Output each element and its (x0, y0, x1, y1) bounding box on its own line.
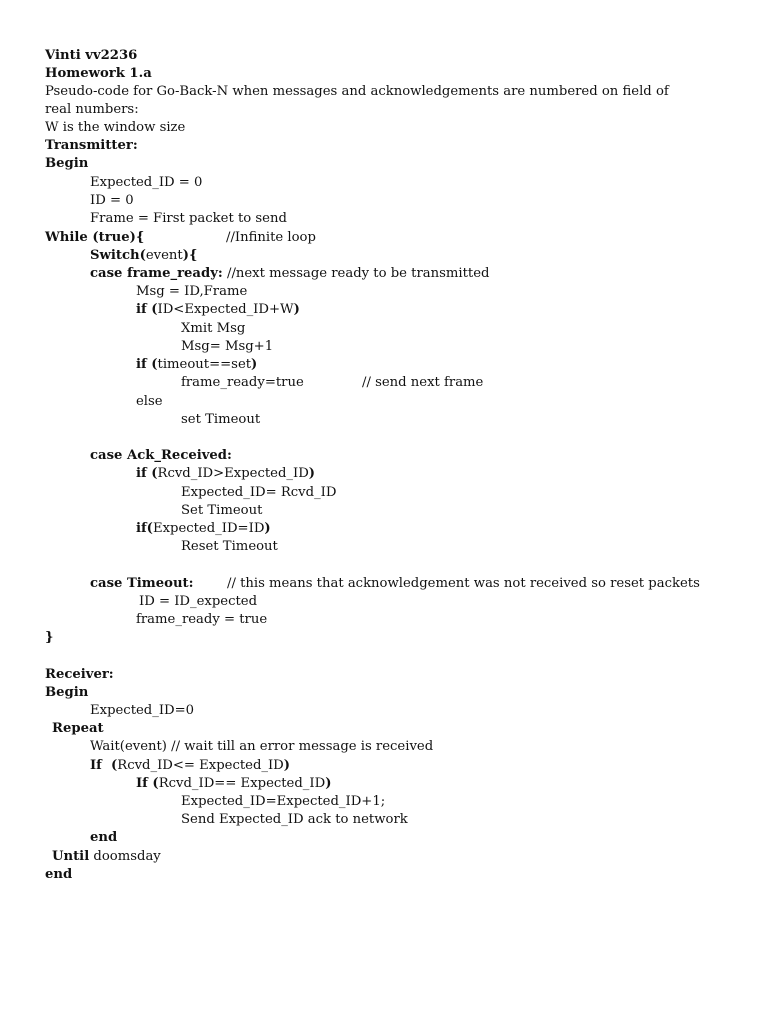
code-comment: ) // wait till an error message is received (161, 739, 434, 754)
assignment-title: Homework 1.a (45, 66, 152, 81)
switch-statement (90, 247, 197, 265)
keyword: Until (52, 849, 90, 864)
keyword: ) (251, 357, 258, 372)
code-comment: // send next frame (362, 375, 484, 390)
code-line: Frame = First packet to send (90, 211, 287, 226)
wait-argument: event (124, 739, 162, 754)
case-timeout: case Timeout: (90, 576, 194, 591)
code-line: Expected_ID=Expected_ID+1; (181, 794, 386, 809)
until-condition: doomsday (93, 849, 161, 864)
keyword: ) (264, 521, 271, 536)
code-line: ID = ID_expected (139, 594, 258, 609)
receiver-heading: Receiver: (45, 667, 114, 682)
code-line: Reset Timeout (181, 539, 278, 554)
if-statement (136, 465, 315, 483)
repeat-keyword: Repeat (52, 721, 104, 736)
condition: Rcvd_ID== Expected_ID (158, 776, 326, 791)
end-keyword: end (90, 830, 118, 845)
code-line: frame_ready=true (181, 375, 304, 390)
closing-brace: } (45, 630, 54, 645)
keyword: ) (283, 758, 291, 773)
if-statement (136, 775, 331, 793)
case-frame-ready: case frame_ready: (90, 266, 223, 281)
keyword: ) (293, 302, 300, 317)
keyword: If ( (136, 776, 159, 791)
while-statement: While (true){ (45, 230, 145, 245)
code-comment: //Infinite loop (226, 230, 316, 245)
condition: ID<Expected_ID+W (157, 302, 294, 317)
code-line: set Timeout (181, 412, 261, 427)
description-text: Pseudo-code for Go-Back-N when messages and acknowledgements are numbered on field of real numbers: (45, 84, 669, 117)
code-line: frame_ready = true (136, 612, 268, 627)
keyword: ){ (182, 248, 198, 263)
code-line: Expected_ID = 0 (90, 175, 203, 190)
until-statement (52, 848, 161, 866)
code-line: Expected_ID=0 (90, 703, 195, 718)
code-line: Msg = ID,Frame (136, 284, 248, 299)
code-line: Expected_ID= Rcvd_ID (181, 485, 337, 500)
case-ack-received: case Ack_Received: (90, 448, 232, 463)
window-size-note: W is the window size (45, 120, 186, 135)
keyword: if ( (136, 302, 158, 317)
code-line: Msg= Msg+1 (181, 339, 274, 354)
keyword: if( (136, 521, 153, 536)
keyword: ) (325, 776, 332, 791)
code-comment: //next message ready to be transmitted (227, 266, 490, 281)
condition: Rcvd_ID>Expected_ID (157, 466, 309, 481)
condition: Rcvd_ID<= Expected_ID (117, 758, 284, 773)
keyword: if ( (136, 357, 158, 372)
keyword: If ( (90, 758, 118, 773)
keyword: Wait( (90, 739, 125, 754)
condition: timeout==set (157, 357, 252, 372)
code-line: Set Timeout (181, 503, 263, 518)
if-statement (136, 301, 300, 319)
condition: Expected_ID=ID (152, 521, 265, 536)
code-line: ID = 0 (90, 193, 134, 208)
if-statement (136, 356, 257, 374)
transmitter-begin: Begin (45, 156, 89, 171)
wait-statement (90, 738, 433, 756)
author-line: Vinti vv2236 (45, 48, 138, 63)
switch-argument: event (145, 248, 183, 263)
keyword: if ( (136, 466, 158, 481)
code-line: Xmit Msg (181, 321, 246, 336)
keyword: ) (308, 466, 316, 481)
code-line: Send Expected_ID ack to network (181, 812, 408, 827)
if-statement (90, 757, 290, 775)
code-comment: // this means that acknowledgement was not received so reset packets (227, 576, 700, 591)
keyword: Switch( (90, 248, 146, 263)
transmitter-heading: Transmitter: (45, 138, 138, 153)
else-keyword: else (136, 394, 163, 409)
end-keyword: end (45, 867, 73, 882)
if-statement (136, 520, 271, 538)
receiver-begin: Begin (45, 685, 89, 700)
